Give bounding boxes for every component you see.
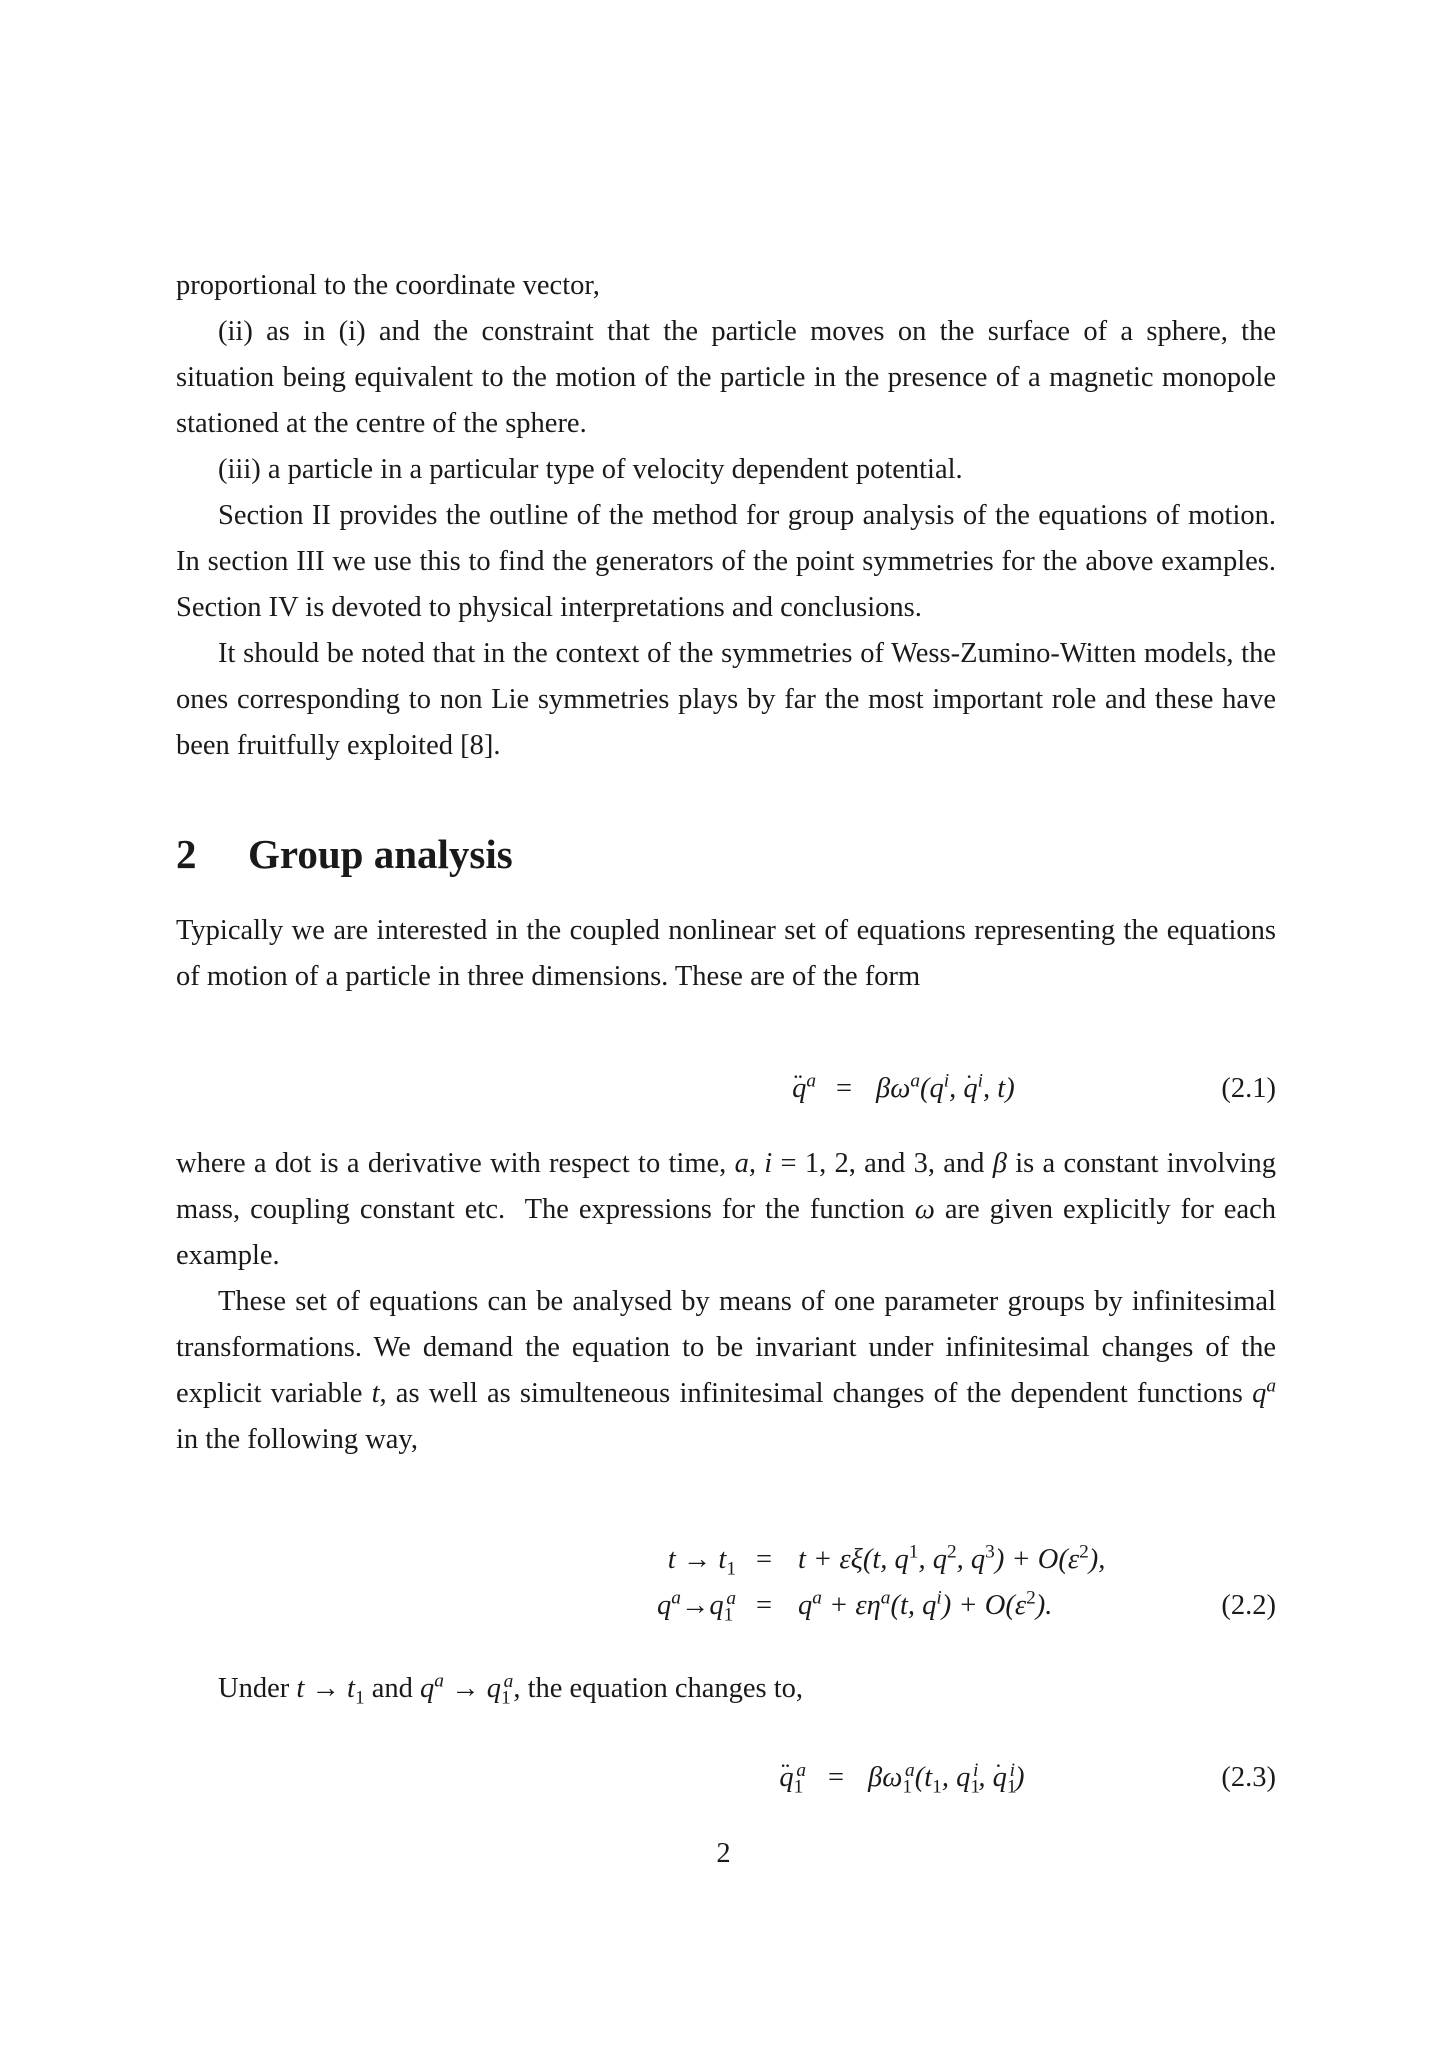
section-heading bbox=[176, 826, 513, 882]
equation-rhs: $\beta\omega^a(q^i$, . $q^i$, t) bbox=[876, 1066, 1015, 1112]
equation-2-2-line1 bbox=[176, 1537, 1276, 1583]
section-title: Group analysis bbox=[248, 831, 513, 877]
paragraph: (iii) a particle in a particular type of velocity dependent potential. bbox=[218, 454, 963, 485]
equation-2-1 bbox=[176, 1066, 1276, 1112]
equation-2-3 bbox=[176, 1755, 1276, 1801]
paragraph: It should be noted that in the context of the symmetries of Wess-Zumino-Witten models, the ones corresponding to non Lie symmetries plays by far the most important role and these have been fruitfully exploited [8]. bbox=[176, 638, 1276, 761]
under-text: Under $t \to t_1$ and $q^a \to q_1^a$, the equation changes to, bbox=[218, 1670, 804, 1709]
equation-number: (2.1) bbox=[1221, 1073, 1276, 1104]
section-intro bbox=[176, 908, 1276, 1000]
paragraph: proportional to the coordinate vector, bbox=[176, 270, 600, 301]
equation-relation: = bbox=[755, 1544, 773, 1575]
after-equation-text bbox=[176, 1141, 1276, 1463]
equation-lhs: .. $q^a$ bbox=[566, 1066, 816, 1112]
section-number: 2 bbox=[176, 831, 197, 877]
equation-number: (2.2) bbox=[1221, 1590, 1276, 1621]
equation-lhs: $t \to t_1$ bbox=[667, 1544, 736, 1580]
equation-rhs: t + εξ(t, $q^1$, $q^2$, $q^3) + O(\varepsilon^2)$, bbox=[798, 1541, 1106, 1575]
equation-relation: = bbox=[755, 1590, 773, 1621]
paragraph: (ii) as in (i) and the constraint that the particle moves on the surface of a sphere, the situation being equivalent to the motion of the particle in the presence of a magnetic monopole stationed at the centre of the sphere. bbox=[176, 316, 1276, 439]
page-number: 2 bbox=[716, 1838, 731, 1869]
equation-relation: = bbox=[835, 1073, 853, 1104]
equation-lhs: .. $q_1^a$ bbox=[566, 1755, 806, 1801]
paragraph: Section II provides the outline of the method for group analysis of the equations of motion. In section III we use this to find the generators of the point symmetries for the above examples. Section IV is devoted to physical interpretations and conclusions. bbox=[176, 500, 1276, 623]
paragraph: where a dot is a derivative with respect to time, a, i = 1, 2, and 3, and β is a constant involving mass, coupling constant etc. The expressions for the function ω are given explicitly for each example. bbox=[176, 1148, 1277, 1271]
paragraph: Typically we are interested in the coupled nonlinear set of equations representing the equations of motion of a particle in three dimensions. These are of the form bbox=[176, 915, 1276, 992]
equation-2-2-line2 bbox=[176, 1583, 1276, 1629]
equation-lhs: $q^a\to q_1^a$ bbox=[656, 1587, 736, 1626]
intro-text bbox=[176, 263, 1276, 769]
equation-rhs: $q^a + \varepsilon\eta^a(t$, $q^i) + O(\varepsilon^2)$. bbox=[798, 1587, 1053, 1621]
equation-rhs: $\beta\omega_1^a(t_1$, $q_1^i$, . $q_1^i$) bbox=[868, 1755, 1024, 1801]
equation-number: (2.3) bbox=[1221, 1762, 1276, 1793]
equation-relation: = bbox=[827, 1762, 845, 1793]
paragraph: These set of equations can be analysed by means of one parameter groups by infinitesimal transformations. We demand the equation to be invariant under infinitesimal changes of the explicit variable t, as well as simulteneous infinitesimal changes of the dependent functions $q^a$ in the following way, bbox=[176, 1286, 1277, 1455]
